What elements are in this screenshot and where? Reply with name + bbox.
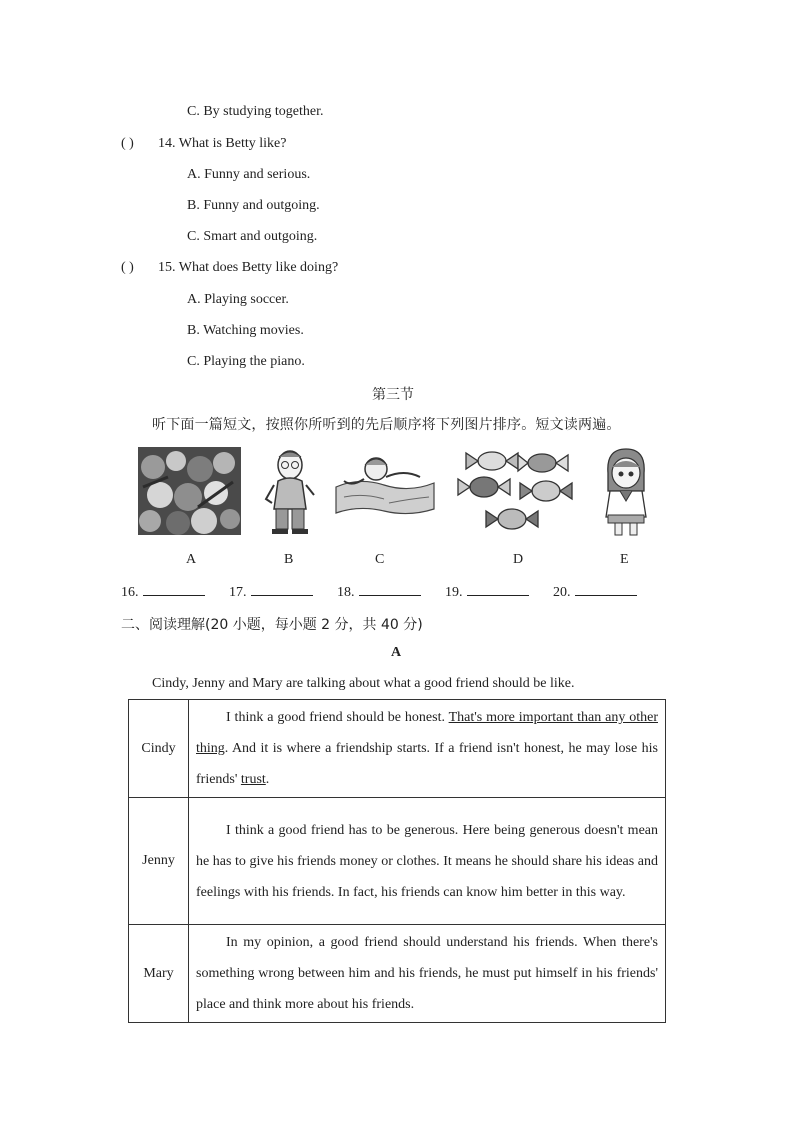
picture-label-e: E	[620, 552, 629, 567]
row-text-mary: In my opinion, a good friend should understand his friends. When there's something wrong between him and his friends, he must put himself in his friends' place and think more about his friends.	[189, 925, 666, 1023]
swimming-boy-icon	[334, 447, 436, 527]
q15-paren: ( )	[121, 260, 134, 275]
part2-heading: 二、阅读理解(20 小题，每小题 2 分，共 40 分)	[121, 617, 423, 633]
passage-letter: A	[391, 645, 402, 660]
q14-paren: ( )	[121, 136, 134, 151]
section3-title: 第三节	[372, 387, 414, 403]
underlined-phrase: That's more important than any other thing	[196, 710, 658, 756]
option-c-q13: C. By studying together.	[187, 104, 324, 119]
table-row	[129, 925, 666, 1023]
answer-blank-20[interactable]: 20.	[553, 583, 637, 601]
picture-label-d: D	[513, 552, 524, 567]
q15-option-c: C. Playing the piano.	[187, 354, 305, 369]
picture-label-a: A	[186, 552, 197, 567]
vegetables-icon	[138, 447, 241, 535]
row-text-jenny: I think a good friend has to be generous. Here being generous doesn't mean he has to give his friends money or clothes. It means he should share his ideas and feelings with his friends. In fact, his friends can know him better in this way.	[189, 798, 666, 925]
picture-label-c: C	[375, 552, 385, 567]
q15-option-b: B. Watching movies.	[187, 323, 304, 338]
section3-instruction: 听下面一篇短文，按照你所听到的先后顺序将下列图片排序。短文读两遍。	[152, 417, 621, 433]
table-row	[129, 798, 666, 925]
table-row	[129, 700, 666, 798]
girl-icon	[600, 447, 652, 537]
row-name-cindy: Cindy	[129, 700, 189, 798]
q14-prompt: 14. What is Betty like?	[158, 136, 287, 151]
old-man-icon	[262, 447, 318, 535]
friends-table	[128, 699, 666, 1023]
candies-icon	[454, 447, 576, 537]
answer-blank-17[interactable]: 17.	[229, 583, 313, 601]
underlined-word-trust: trust	[240, 772, 266, 787]
passage-intro: Cindy, Jenny and Mary are talking about what a good friend should be like.	[152, 676, 575, 691]
q14-option-b: B. Funny and outgoing.	[187, 198, 320, 213]
picture-row	[0, 447, 794, 542]
picture-label-b: B	[284, 552, 294, 567]
answer-blank-16[interactable]: 16.	[121, 583, 205, 601]
row-text-cindy: I think a good friend should be honest. That's more important than any other thing. And it is where a friendship starts. If a friend isn't honest, he may lose his friends' trust.	[189, 700, 666, 798]
q14-option-a: A. Funny and serious.	[187, 167, 311, 182]
q15-option-a: A. Playing soccer.	[187, 292, 289, 307]
q15-prompt: 15. What does Betty like doing?	[158, 260, 339, 275]
answer-blank-18[interactable]: 18.	[337, 583, 421, 601]
row-name-mary: Mary	[129, 925, 189, 1023]
row-name-jenny: Jenny	[129, 798, 189, 925]
answer-blank-19[interactable]: 19.	[445, 583, 529, 601]
q14-option-c: C. Smart and outgoing.	[187, 229, 318, 244]
